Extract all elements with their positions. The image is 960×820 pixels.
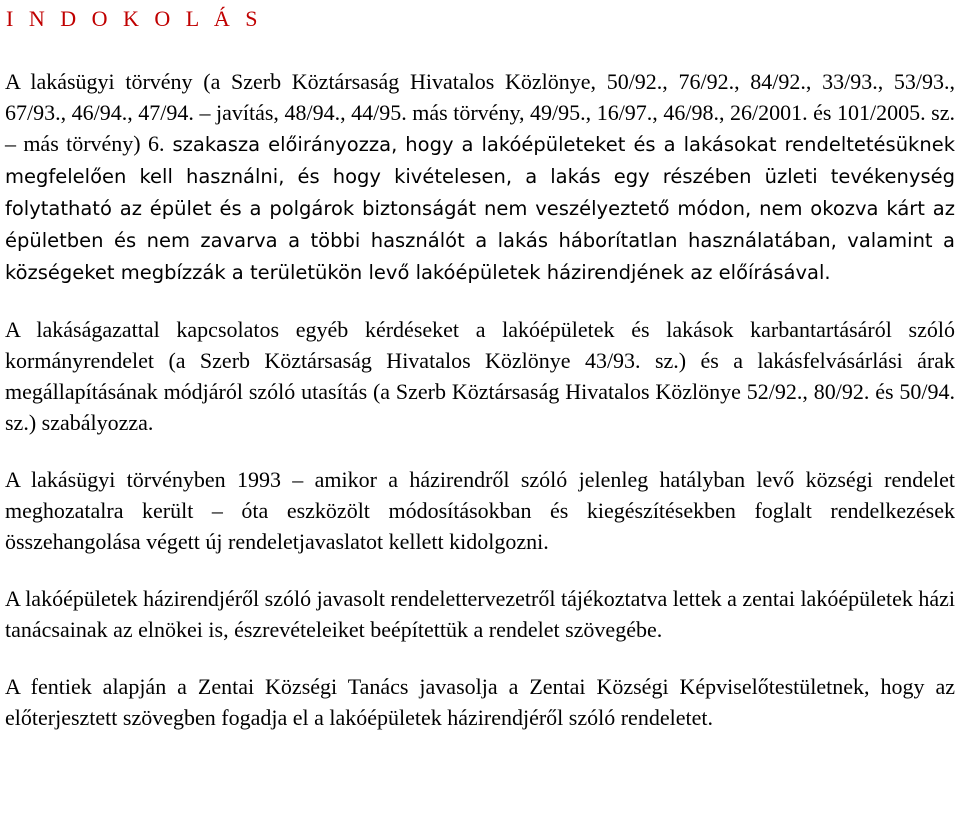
document-page bbox=[5, 0, 955, 733]
document-heading: I N D O K O L Á S bbox=[6, 6, 263, 31]
paragraph-3: A lakásügyi törvényben 1993 – amikor a házirendről szóló jelenleg hatályban levő községi rendelet meghozatalra került – óta eszközölt módosításokban és kiegészítésekben foglalt rendelkezések összehangolása végett új rendeletjavaslatot kellett kidolgozni. bbox=[5, 467, 955, 554]
paragraph-1 bbox=[5, 66, 955, 288]
paragraph-2: A lakáságazattal kapcsolatos egyéb kérdéseket a lakóépületek és lakások karbantartásáról szóló kormányrendelet (a Szerb Köztársaság Hivatalos Közlönye 43/93. sz.) és a lakásfelvásárlási árak megállapításának módjáról szóló utasítás (a Szerb Köztársaság Hivatalos Közlönye 52/92., 80/92. és 50/94. sz.) szabályozza. bbox=[5, 317, 955, 435]
paragraph-1-serif-part: A lakásügyi törvény (a Szerb Köztársaság Hivatalos Közlönye, 50/92., 76/92., 84/92., 33/93., 53/93., 67/93., 46/94., 47/94. – javítás, 48/94., 44/95. más törvény, 49/95., 16/97., 46/98., 26/2001. és 101/2005. sz. – más törvény) 6. bbox=[5, 69, 955, 156]
paragraph-5: A fentiek alapján a Zentai Községi Tanács javasolja a Zentai Községi Képviselőtestületnek, hogy az előterjesztett szövegben fogadja el a lakóépületek házirendjéről szóló rendeletet. bbox=[5, 674, 955, 730]
paragraph-1-sans-part: szakasza előirányozza, hogy a lakóépületeket és a lakásokat rendeltetésüknek megfelelően kell használni, és hogy kivételesen, a lakás egy részében üzleti tevékenység folytatható az épület és a polgárok biztonságát nem veszélyeztető módon, nem okozva kárt az épületben és nem zavarva a többi használót a lakás háborítatlan használatában, valamint a községeket megbízzák a területükön levő lakóépületek házirendjének az előírásával. bbox=[5, 133, 955, 284]
paragraph-4: A lakóépületek házirendjéről szóló javasolt rendelettervezetről tájékoztatva lettek a zentai lakóépületek házi tanácsainak az elnökei is, észrevételeiket beépítettük a rendelet szövegébe. bbox=[5, 586, 955, 642]
